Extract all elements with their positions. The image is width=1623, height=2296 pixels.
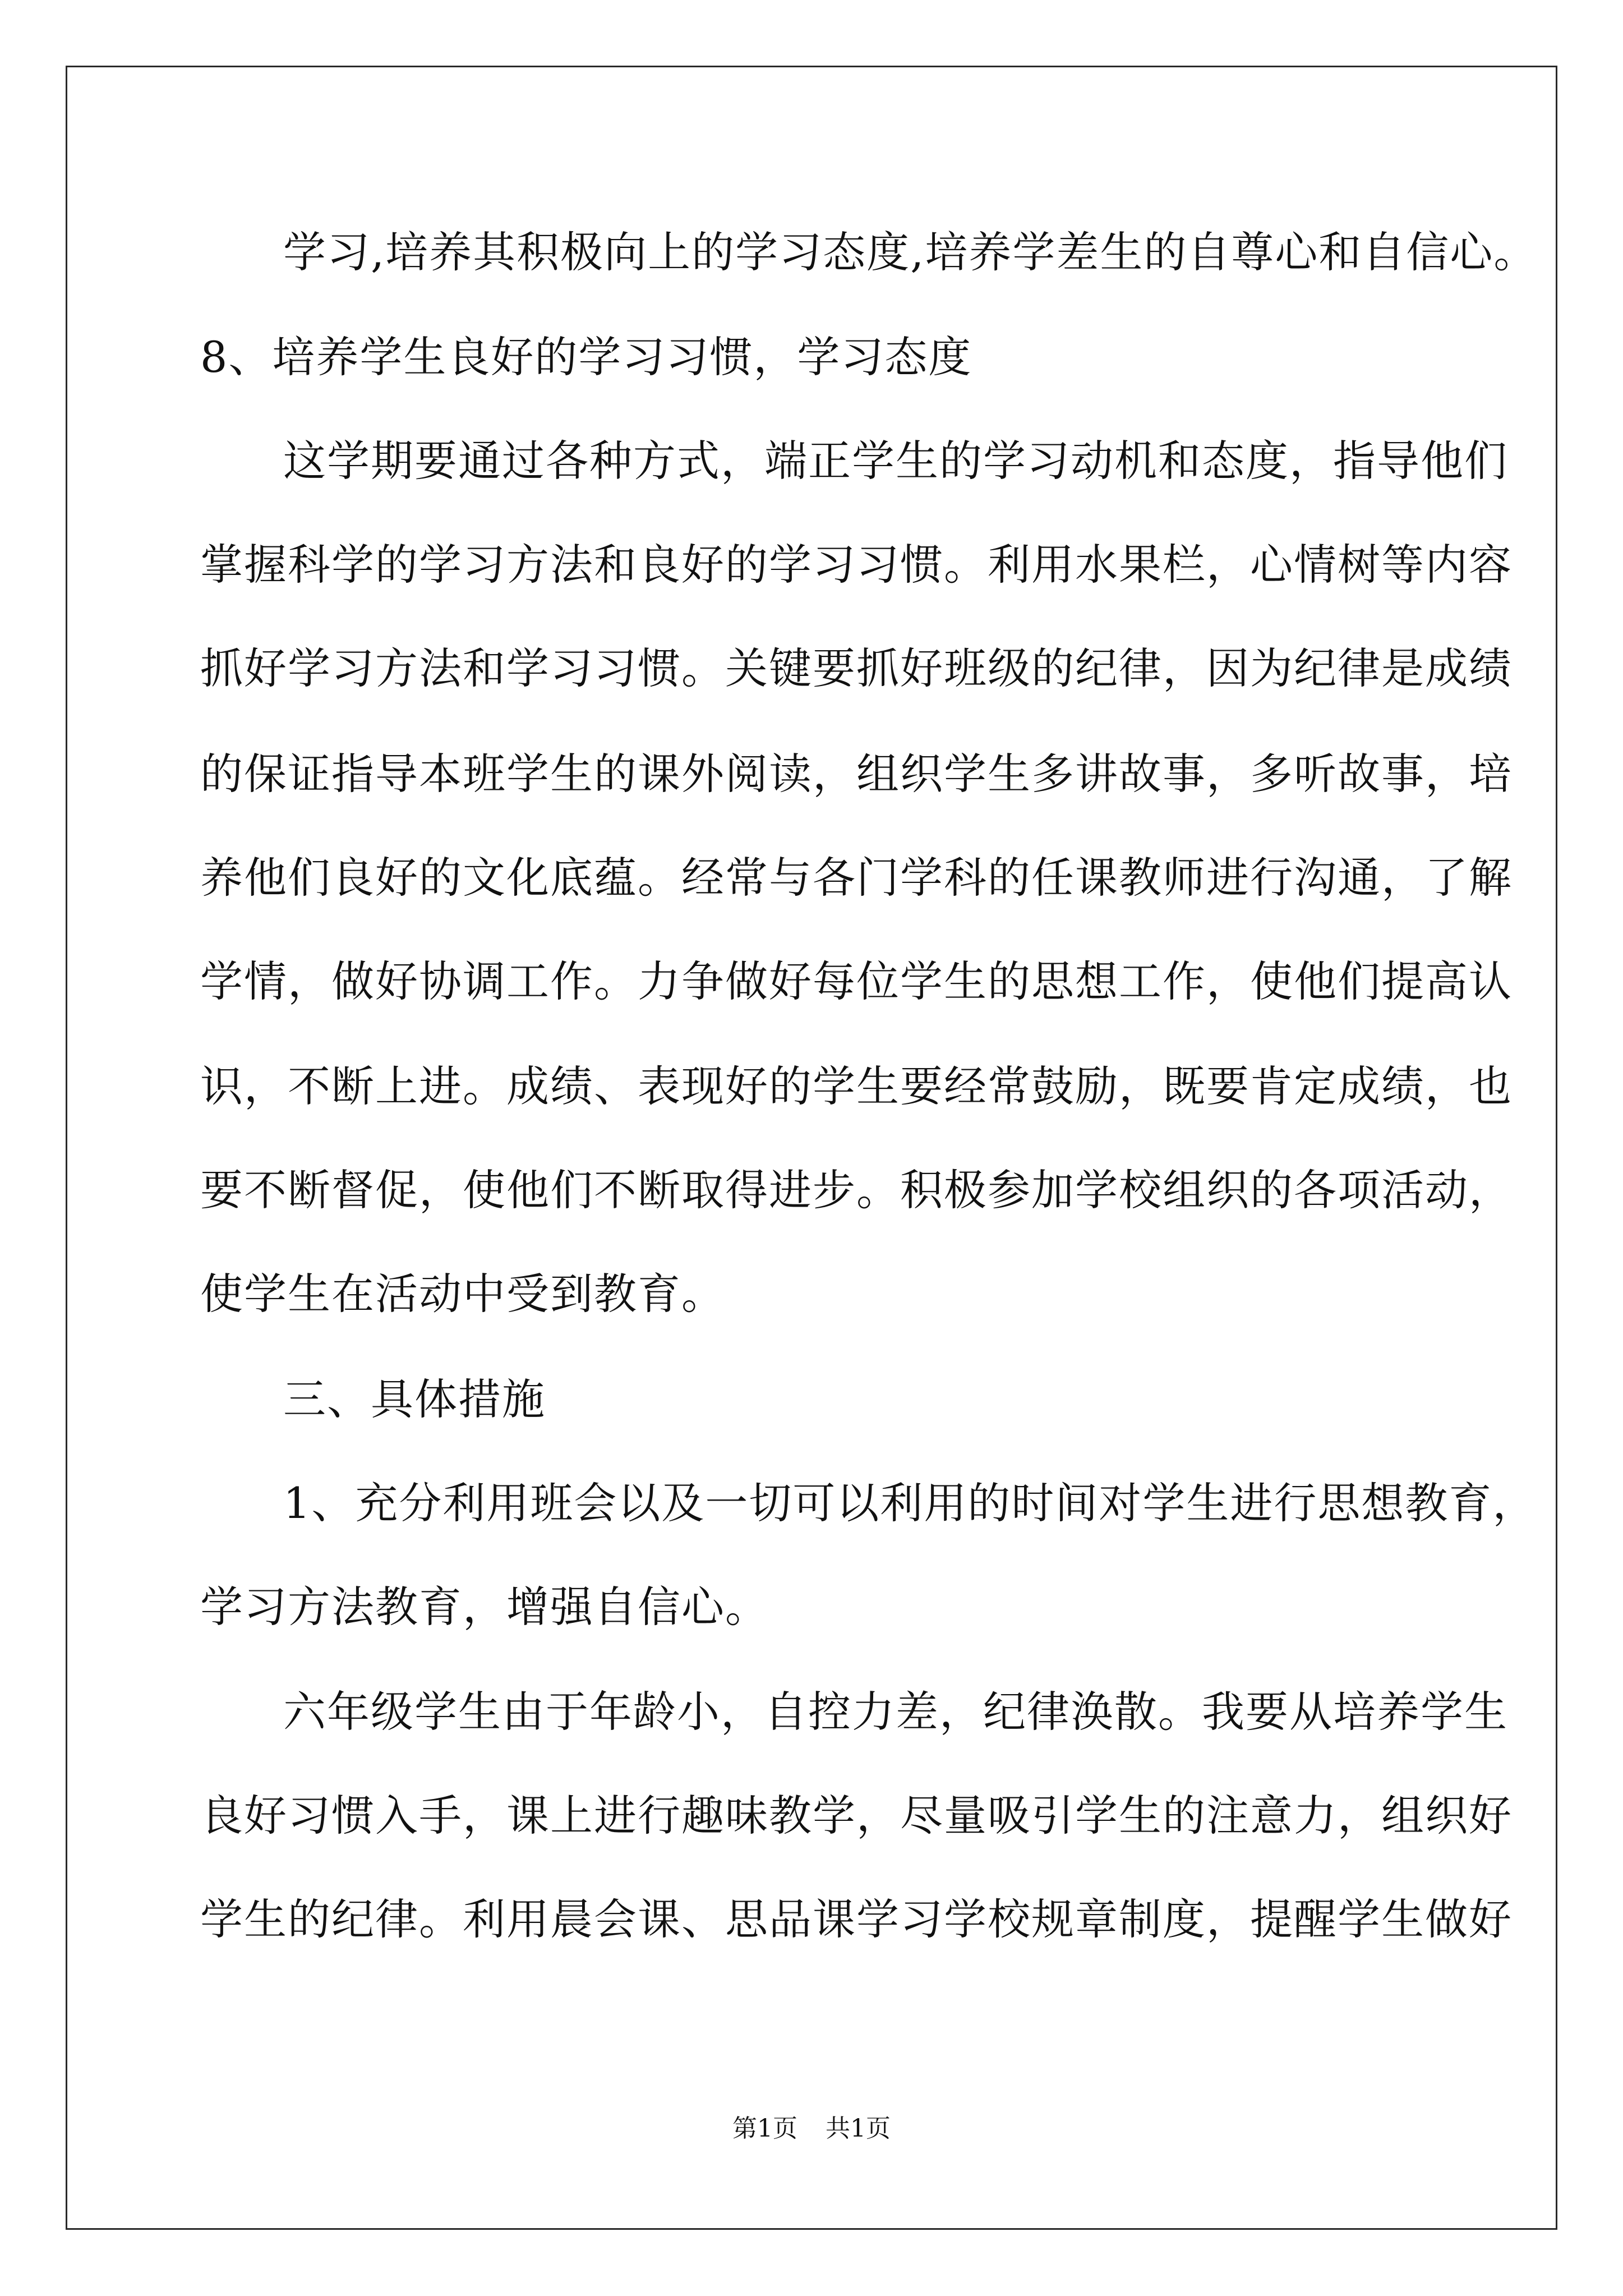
paragraph-line: 识，不断上进。成绩、表现好的学生要经常鼓励，既要肯定成绩，也: [200, 1061, 1513, 1111]
page-total: 共1页: [826, 2114, 891, 2143]
paragraph-line: 学习方法教育，增强自信心。: [200, 1582, 769, 1632]
paragraph-line: 1、充分利用班会以及一切可以利用的时间对学生进行思想教育，: [283, 1478, 1537, 1528]
page-number: 第1页: [732, 2114, 797, 2143]
paragraph-line: 抓好学习方法和学习习惯。关键要抓好班级的纪律，因为纪律是成绩: [200, 643, 1513, 693]
page-footer: [0, 2112, 1623, 2146]
section-heading-8: 8、培养学生良好的学习习惯，学习态度: [200, 332, 972, 382]
paragraph-line: 的保证指导本班学生的课外阅读，组织学生多讲故事，多听故事，培: [200, 749, 1513, 799]
section-heading-3: 三、具体措施: [283, 1374, 546, 1424]
paragraph-line: 要不断督促，使他们不断取得进步。积极参加学校组织的各项活动，: [200, 1165, 1513, 1215]
paragraph-line: 学生的纪律。利用晨会课、思品课学习学校规章制度，提醒学生做好: [200, 1894, 1513, 1944]
paragraph-line: 良好习惯入手，课上进行趣味教学，尽量吸引学生的注意力，组织好: [200, 1791, 1513, 1841]
paragraph-line: 养他们良好的文化底蕴。经常与各门学科的任课教师进行沟通，了解: [200, 853, 1513, 903]
paragraph-line: 学情，做好协调工作。力争做好每位学生的思想工作，使他们提高认: [200, 956, 1513, 1006]
paragraph-line: 使学生在活动中受到教育。: [200, 1269, 725, 1319]
paragraph-line: 六年级学生由于年龄小，自控力差，纪律涣散。我要从培养学生: [283, 1687, 1508, 1737]
paragraph-line: 学习,培养其积极向上的学习态度,培养学差生的自尊心和自信心。: [283, 227, 1538, 277]
paragraph-line: 掌握科学的学习方法和良好的学习习惯。利用水果栏，心情树等内容: [200, 540, 1513, 590]
paragraph-line: 这学期要通过各种方式，端正学生的学习动机和态度，指导他们: [283, 436, 1508, 486]
